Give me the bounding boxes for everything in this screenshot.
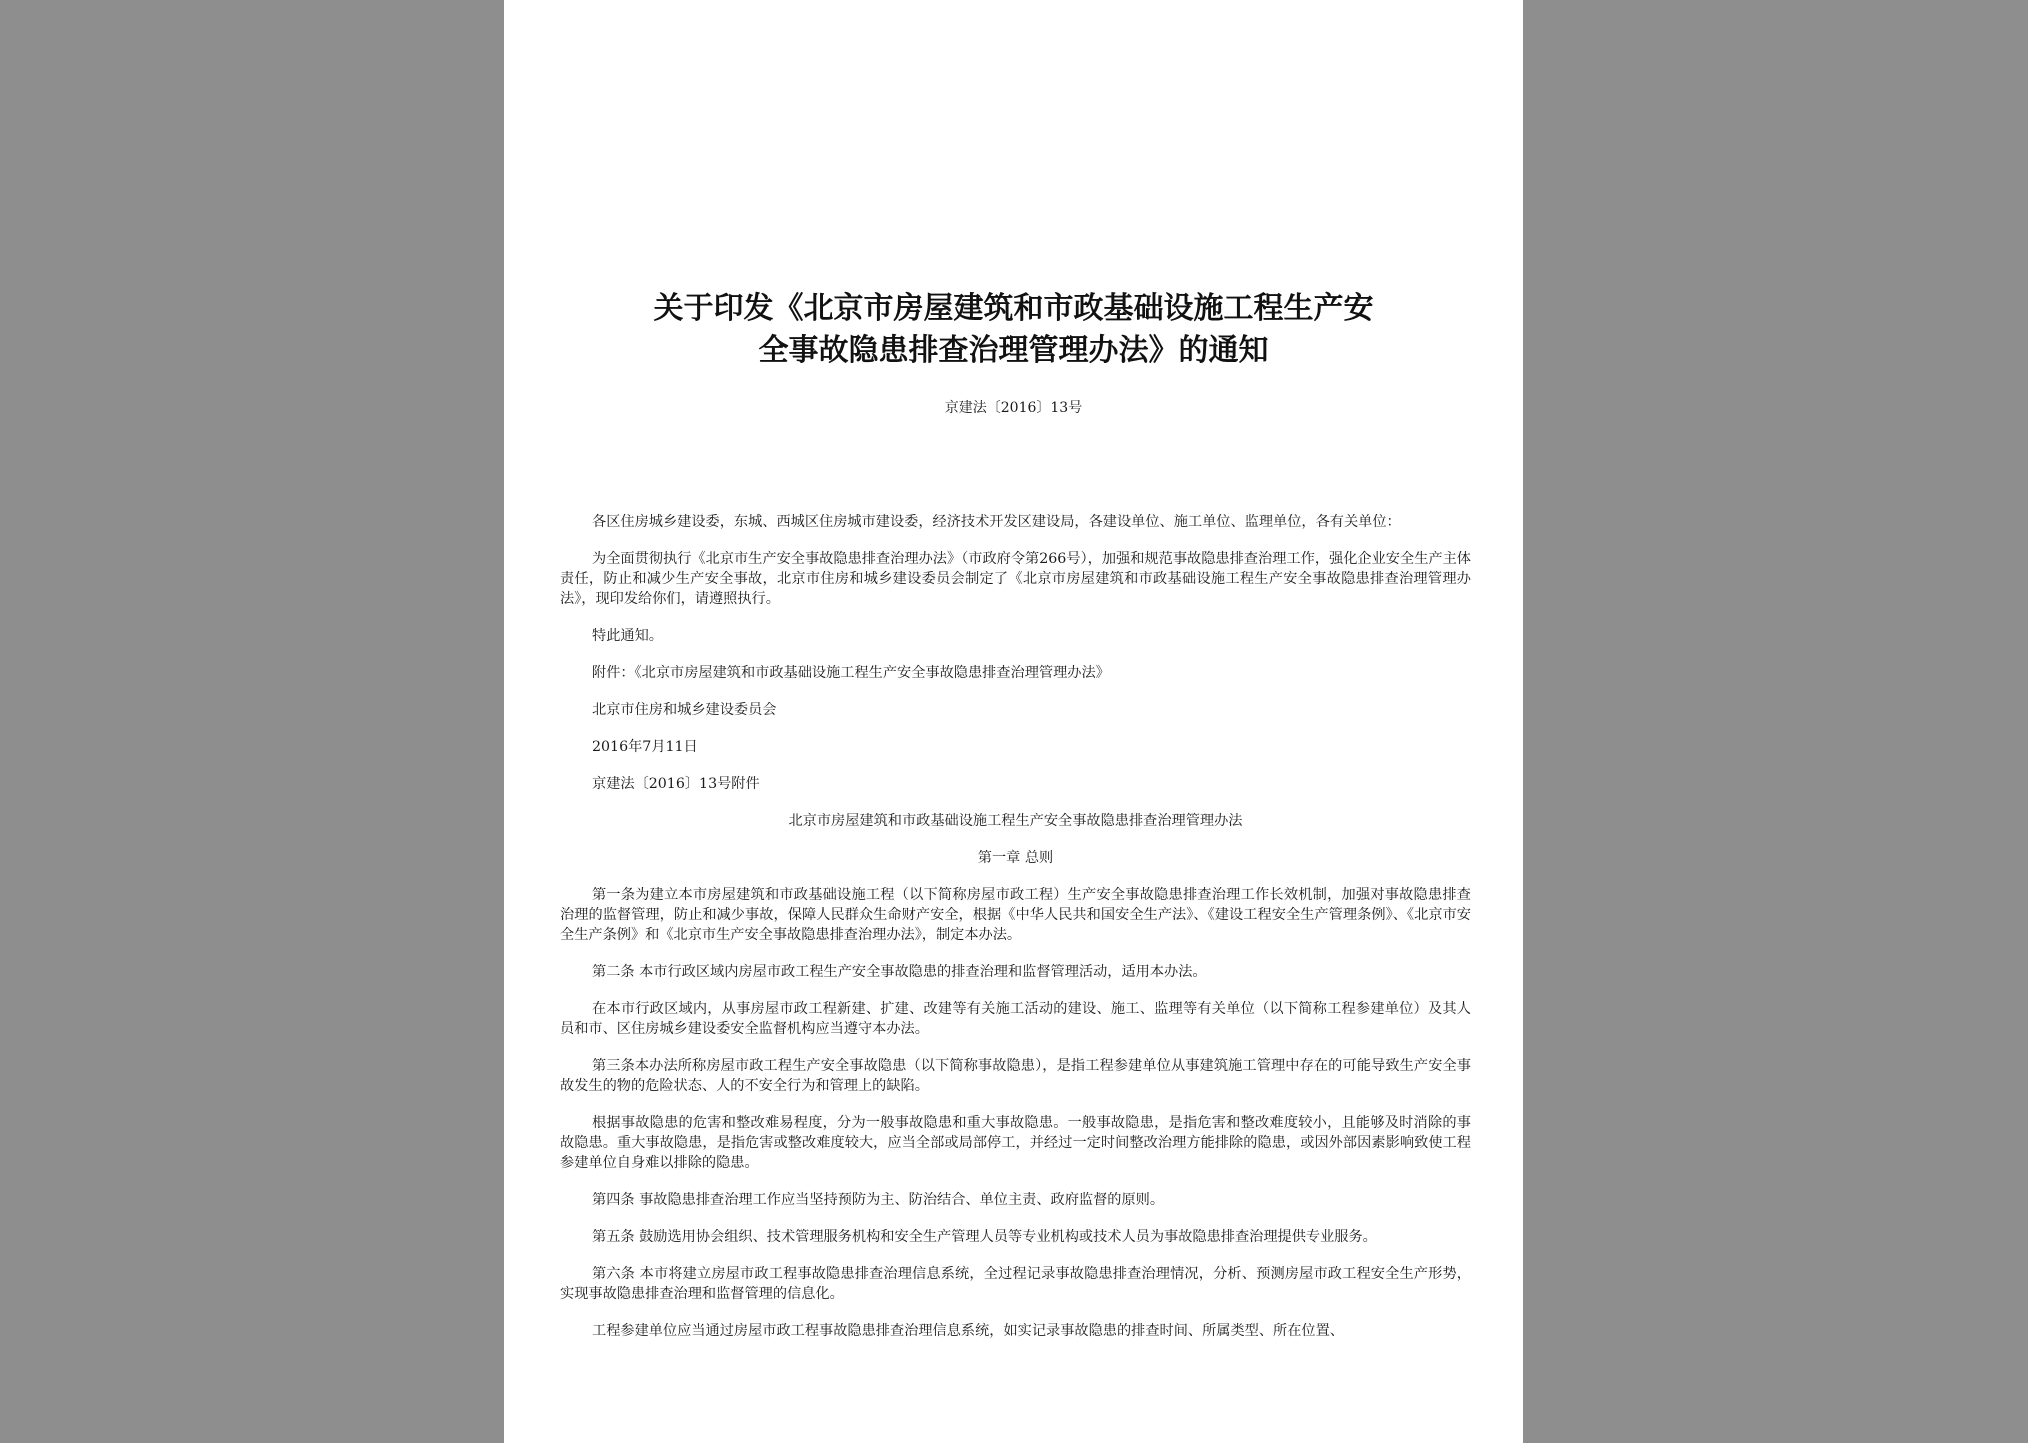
addressee-paragraph: 各区住房城乡建设委，东城、西城区住房城市建设委，经济技术开发区建设局，各建设单位、施工单位、监理单位，各有关单位： bbox=[592, 514, 1401, 530]
article-paragraph: 第五条 鼓励选用协会组织、技术管理服务机构和安全生产管理人员等专业机构或技术人员为事故隐患排查治理提供专业服务。 bbox=[592, 1229, 1377, 1245]
title-line-2: 全事故隐患排查治理管理办法》的通知 bbox=[758, 333, 1269, 368]
chapter-title: 第一章 总则 bbox=[977, 850, 1054, 866]
article-paragraph: 第四条 事故隐患排查治理工作应当坚持预防为主、防治结合、单位主责、政府监督的原则。 bbox=[592, 1192, 1165, 1208]
document-body bbox=[560, 512, 1471, 1358]
article-paragraph: 在本市行政区域内，从事房屋市政工程新建、扩建、改建等有关施工活动的建设、施工、监理等有关单位（以下简称工程参建单位）及其人员和市、区住房城乡建设委安全监督机构应当遵守本办法。 bbox=[560, 1001, 1471, 1037]
article-paragraph: 工程参建单位应当通过房屋市政工程事故隐患排查治理信息系统，如实记录事故隐患的排查时间、所属类型、所在位置、 bbox=[592, 1323, 1344, 1339]
title-line-1: 关于印发《北京市房屋建筑和市政基础设施工程生产安 bbox=[653, 291, 1374, 326]
article-paragraph: 第六条 本市将建立房屋市政工程事故隐患排查治理信息系统，全过程记录事故隐患排查治理情况，分析、预测房屋市政工程安全生产形势，实现事故隐患排查治理和监督管理的信息化。 bbox=[560, 1266, 1471, 1302]
page-title bbox=[544, 288, 1483, 372]
attachment-line: 附件：《北京市房屋建筑和市政基础设施工程生产安全事故隐患排查治理管理办法》 bbox=[592, 665, 1110, 681]
attachment-number: 京建法〔2016〕13号附件 bbox=[592, 776, 760, 792]
article-paragraph: 第三条本办法所称房屋市政工程生产安全事故隐患（以下简称事故隐患），是指工程参建单位从事建筑施工管理中存在的可能导致生产安全事故发生的物的危险状态、人的不安全行为和管理上的缺陷。 bbox=[560, 1058, 1471, 1094]
article-paragraph: 第一条为建立本市房屋建筑和市政基础设施工程（以下简称房屋市政工程）生产安全事故隐患排查治理工作长效机制，加强对事故隐患排查治理的监督管理，防止和减少事故，保障人民群众生命财产安全，根据《中华人民共和国安全生产法》、《建设工程安全生产管理条例》、《北京市安全生产条例》和《北京市生产安全事故隐患排查治理办法》，制定本办法。 bbox=[560, 887, 1471, 943]
notice-paragraph: 为全面贯彻执行《北京市生产安全事故隐患排查治理办法》（市政府令第266号），加强和规范事故隐患排查治理工作，强化企业安全生产主体责任，防止和减少生产安全事故，北京市住房和城乡建设委员会制定了《北京市房屋建筑和市政基础设施工程生产安全事故隐患排查治理管理办法》，现印发给你们，请遵照执行。 bbox=[560, 551, 1471, 607]
article-paragraph: 第二条 本市行政区域内房屋市政工程生产安全事故隐患的排查治理和监督管理活动，适用本办法。 bbox=[592, 964, 1207, 980]
document-page bbox=[504, 0, 1523, 1443]
issuer-name: 北京市住房和城乡建设委员会 bbox=[592, 702, 777, 718]
article-paragraph: 根据事故隐患的危害和整改难易程度，分为一般事故隐患和重大事故隐患。一般事故隐患，是指危害和整改难度较小，且能够及时消除的事故隐患。重大事故隐患，是指危害或整改难度较大，应当全部或局部停工，并经过一定时间整改治理方能排除的隐患，或因外部因素影响致使工程参建单位自身难以排除的隐患。 bbox=[560, 1115, 1471, 1171]
attachment-title: 北京市房屋建筑和市政基础设施工程生产安全事故隐患排查治理管理办法 bbox=[788, 813, 1243, 829]
document-number: 京建法〔2016〕13号 bbox=[944, 400, 1083, 416]
notice-closing: 特此通知。 bbox=[592, 628, 663, 644]
issue-date: 2016年7月11日 bbox=[592, 739, 698, 755]
